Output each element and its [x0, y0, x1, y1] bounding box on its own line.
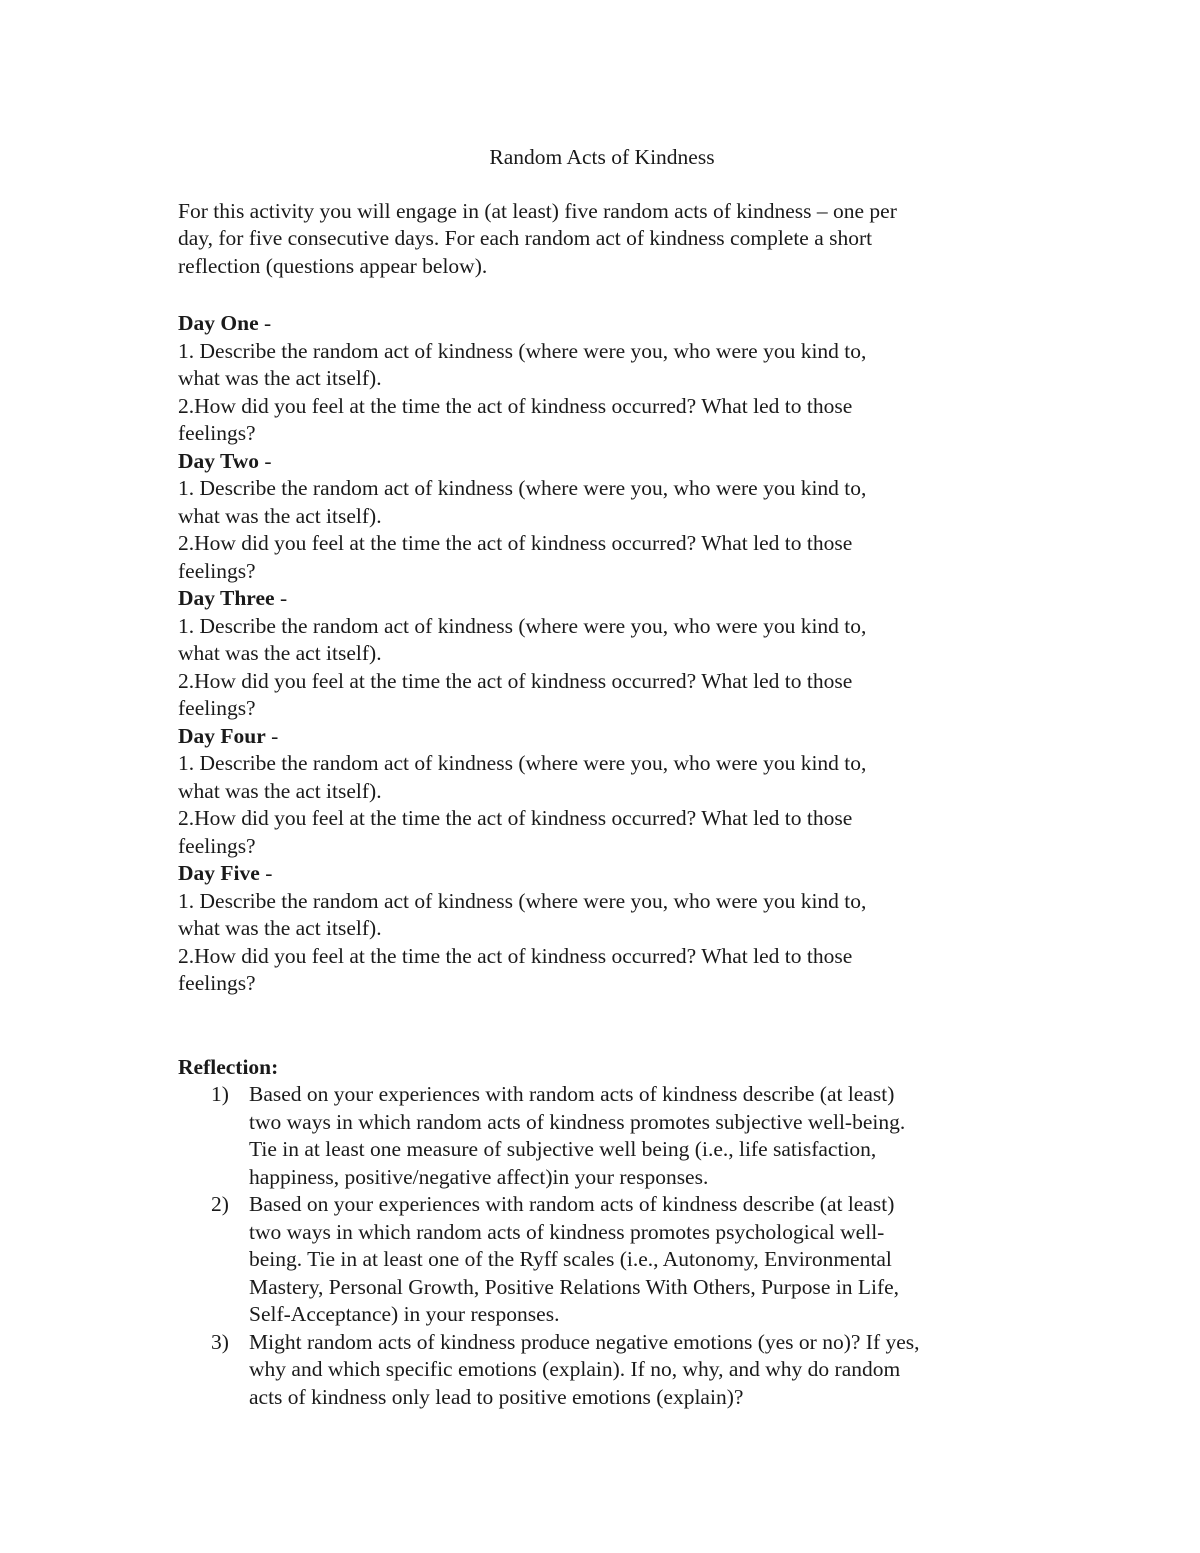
reflection-item-line: acts of kindness only lead to positive emotions (explain)?	[249, 1384, 744, 1409]
day-question-line: what was the act itself).	[178, 366, 382, 390]
day-heading: Day Four	[178, 723, 266, 748]
document-title-text: Random Acts of Kindness	[489, 145, 715, 169]
document-title	[178, 144, 1038, 172]
reflection-item-number: 3)	[211, 1329, 229, 1354]
day-question-line: 1. Describe the random act of kindness (where were you, who were you kind to,	[178, 338, 867, 363]
day-one-block	[178, 310, 1038, 448]
intro-line: reflection (questions appear below).	[178, 253, 488, 278]
day-question-line: 2.How did you feel at the time the act of kindness occurred? What led to those	[178, 531, 853, 555]
day-question-line: feelings?	[178, 558, 256, 583]
day-question-line: 1. Describe the random act of kindness (where were you, who were you kind to,	[178, 613, 867, 638]
day-heading: Day Two	[178, 448, 260, 473]
reflection-item	[178, 1081, 1038, 1191]
reflection-item-number: 1)	[211, 1082, 229, 1106]
reflection-item-line: why and which specific emotions (explain). If no, why, and why do random	[249, 1357, 901, 1381]
day-heading-dash: -	[258, 311, 272, 335]
day-two-block	[178, 448, 1038, 586]
reflection-list	[178, 1081, 1038, 1411]
reflection-item-line: Self-Acceptance) in your responses.	[249, 1302, 560, 1326]
reflection-item	[178, 1191, 1038, 1329]
reflection-item-line: Mastery, Personal Growth, Positive Relations With Others, Purpose in Life,	[249, 1274, 900, 1299]
day-question-line: 2.How did you feel at the time the act of kindness occurred? What led to those	[178, 393, 853, 418]
day-heading: Day Five	[178, 861, 260, 885]
reflection-item-line: happiness, positive/negative affect)in your responses.	[249, 1164, 709, 1189]
reflection-item	[178, 1329, 1038, 1412]
day-question-line: feelings?	[178, 421, 256, 445]
intro-line: day, for five consecutive days. For each random act of kindness complete a short	[178, 226, 873, 250]
reflection-item-line: Tie in at least one measure of subjective well being (i.e., life satisfaction,	[249, 1137, 877, 1161]
day-question-line: 2.How did you feel at the time the act of kindness occurred? What led to those	[178, 668, 853, 693]
reflection-item-line: Might random acts of kindness produce negative emotions (yes or no)? If yes,	[249, 1329, 920, 1354]
day-question-line: 2.How did you feel at the time the act of kindness occurred? What led to those	[178, 806, 853, 830]
day-heading-dash: -	[259, 861, 273, 885]
day-heading-dash: -	[259, 448, 272, 473]
day-three-block	[178, 585, 1038, 723]
reflection-item-number: 2)	[211, 1192, 229, 1216]
reflection-item-line: Based on your experiences with random acts of kindness describe (at least)	[249, 1192, 895, 1216]
day-question-line: 2.How did you feel at the time the act of kindness occurred? What led to those	[178, 943, 853, 968]
intro-line: For this activity you will engage in (at least) five random acts of kindness – one per	[178, 198, 897, 223]
day-heading: Day Three	[178, 586, 275, 610]
day-question-line: 1. Describe the random act of kindness (where were you, who were you kind to,	[178, 476, 867, 500]
reflection-section	[178, 1054, 1038, 1412]
day-heading-dash: -	[274, 586, 288, 610]
day-question-line: feelings?	[178, 833, 256, 858]
day-four-block	[178, 723, 1038, 861]
reflection-item-line: Based on your experiences with random acts of kindness describe (at least)	[249, 1082, 895, 1106]
intro-paragraph	[178, 198, 1028, 281]
day-question-line: what was the act itself).	[178, 778, 382, 803]
day-heading-dash: -	[265, 723, 279, 748]
document-page	[178, 144, 1038, 1411]
reflection-item-line: being. Tie in at least one of the Ryff scales (i.e., Autonomy, Environmental	[249, 1247, 892, 1271]
day-question-line: feelings?	[178, 696, 256, 720]
day-question-line: feelings?	[178, 971, 256, 995]
day-five-block	[178, 860, 1038, 998]
day-question-line: 1. Describe the random act of kindness (where were you, who were you kind to,	[178, 888, 867, 913]
reflection-heading: Reflection:	[178, 1054, 279, 1079]
day-question-line: what was the act itself).	[178, 503, 382, 528]
reflection-item-line: two ways in which random acts of kindness promotes psychological well-	[249, 1219, 885, 1244]
day-heading: Day One	[178, 311, 259, 335]
day-question-line: 1. Describe the random act of kindness (where were you, who were you kind to,	[178, 751, 867, 775]
day-question-line: what was the act itself).	[178, 916, 382, 940]
reflection-item-line: two ways in which random acts of kindness promotes subjective well-being.	[249, 1109, 906, 1134]
day-question-line: what was the act itself).	[178, 641, 382, 665]
days-section	[178, 310, 1038, 998]
